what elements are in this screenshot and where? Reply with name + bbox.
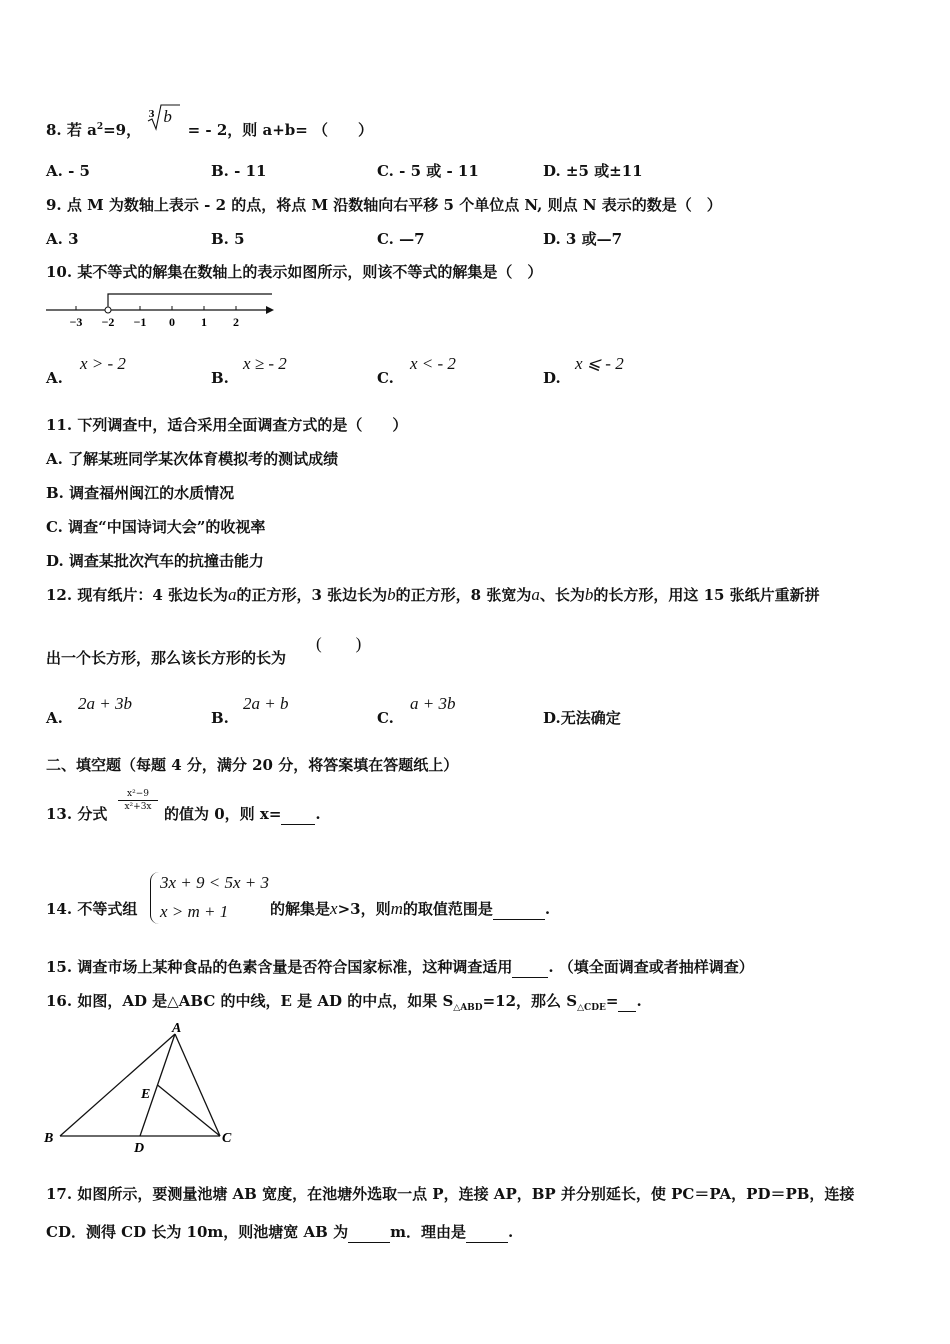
q14-var-m: m xyxy=(390,899,403,918)
q12-option-b-math: 2a + b xyxy=(243,694,289,713)
q13-suffix xyxy=(164,804,321,825)
q14-var-x: x xyxy=(330,899,338,918)
triangle-figure xyxy=(40,1018,240,1152)
q16-stem xyxy=(46,991,642,1018)
root-arg: b xyxy=(163,107,172,126)
q8-after: = - 2，则 a+b= （ ） xyxy=(187,121,374,139)
q11-option-b: B. 调查福州闽江的水质情况 xyxy=(46,484,235,502)
q12-part: 、长为 xyxy=(539,586,585,604)
solution-ray xyxy=(108,294,272,306)
q17-answer-blank-2[interactable] xyxy=(466,1222,508,1243)
q12-option-c-math: a + 3b xyxy=(410,694,456,713)
q12-var-b: b xyxy=(387,585,396,604)
q17-answer-blank-1[interactable] xyxy=(348,1222,390,1243)
q10-option-b-math: x ≥ - 2 xyxy=(243,354,287,373)
q17-text-b: m．理由是 xyxy=(390,1223,466,1241)
label-b: B xyxy=(44,1131,54,1146)
q8-stem xyxy=(46,107,374,140)
q12-part: 的正方形，8 张宽为 xyxy=(395,586,532,604)
q10-option-c-math: x < - 2 xyxy=(410,354,456,373)
q15-answer-blank[interactable] xyxy=(512,957,548,978)
axis-tick-label: 0 xyxy=(169,315,175,329)
q14-prefix: 14. 不等式组 xyxy=(46,900,138,918)
q14-system-line1: 3x + 9 < 5x + 3 xyxy=(160,873,270,892)
q8-sup: 2 xyxy=(96,122,104,132)
q13-denominator: x²+3x xyxy=(118,800,158,813)
axis-arrow-icon xyxy=(266,306,274,314)
q10-option-b-label: B. xyxy=(211,369,229,387)
q17-text-a: CD．测得 CD 长为 10m，则池塘宽 AB 为 xyxy=(46,1223,349,1241)
q12-part: 12. 现有纸片：4 张边长为 xyxy=(46,586,228,604)
q16-part: =12，那么 S xyxy=(482,992,578,1010)
axis-tick-label: −1 xyxy=(133,315,147,329)
section-title: 二、填空题（每题 4 分，满分 20 分，将答案填在答题纸上） xyxy=(46,756,459,774)
q15-end: . （填全面调查或者抽样调查） xyxy=(548,958,754,976)
q14-part: 的解集是 xyxy=(270,900,331,918)
q14-answer-blank[interactable] xyxy=(493,899,545,920)
q13-numerator: x²−9 xyxy=(127,789,149,799)
q12-var-b: b xyxy=(584,585,594,604)
cube-root xyxy=(146,107,182,135)
q8-mid: =9， xyxy=(103,121,142,139)
label-a: A xyxy=(172,1021,182,1036)
q10-option-d-math: x ⩽ - 2 xyxy=(575,354,624,373)
q16-sub-cde: △CDE xyxy=(577,1003,606,1013)
q12-stem-line2: 出一个长方形，那么该长方形的长为 xyxy=(46,649,287,667)
q17-stem-line2 xyxy=(46,1222,513,1243)
q10-option-d-label: D. xyxy=(543,369,561,387)
q14-part: 的取值范围是 xyxy=(402,900,493,918)
q13-suffix-text: 的值为 0，则 x= xyxy=(164,805,282,823)
q15-text: 15. 调查市场上某种食品的色素含量是否符合国家标准，这种调查适用 xyxy=(46,958,513,976)
q12-option-d-text: 无法确定 xyxy=(560,709,621,727)
q9-option-d: D. 3 或—7 xyxy=(543,230,623,248)
q12-part: 的正方形，3 张边长为 xyxy=(236,586,388,604)
q12-option-d-label: D. xyxy=(543,709,561,727)
q9-option-c: C. —7 xyxy=(377,230,425,248)
q12-stem-line1 xyxy=(46,585,820,605)
q8-option-b: B. - 11 xyxy=(211,162,267,180)
q12-option-a-math: 2a + 3b xyxy=(78,694,132,713)
q11-stem: 11. 下列调查中，适合采用全面调查方式的是（ ） xyxy=(46,416,408,434)
q12-part: 的长方形，用这 15 张纸片重新拼 xyxy=(593,586,820,604)
q11-option-c: C. 调查“中国诗词大会”的收视率 xyxy=(46,518,266,536)
q12-option-a-label: A. xyxy=(46,709,63,727)
q10-option-c-label: C. xyxy=(377,369,394,387)
q13-answer-blank[interactable] xyxy=(281,804,315,825)
q14-system-line2: x > m + 1 xyxy=(160,902,229,921)
open-point xyxy=(105,307,111,313)
q11-option-a: A. 了解某班同学某次体育模拟考的测试成绩 xyxy=(46,450,339,468)
q12-option-b-label: B. xyxy=(211,709,229,727)
q14-end: . xyxy=(544,900,551,918)
q9-option-b: B. 5 xyxy=(211,230,245,248)
label-c: C xyxy=(222,1131,232,1146)
axis-tick-label: 2 xyxy=(233,315,239,329)
q12-paren: ( ) xyxy=(316,634,362,653)
q10-stem: 10. 某不等式的解集在数轴上的表示如图所示，则该不等式的解集是（ ） xyxy=(46,263,543,281)
root-index: 3 xyxy=(148,110,155,120)
axis-tick-label: 1 xyxy=(201,315,207,329)
q9-option-a: A. 3 xyxy=(46,230,79,248)
q10-option-a-label: A. xyxy=(46,369,63,387)
q11-option-d: D. 调查某批次汽车的抗撞击能力 xyxy=(46,552,264,570)
q12-option-c-label: C. xyxy=(377,709,394,727)
q16-part: 16. 如图，AD 是△ABC 的中线，E 是 AD 的中点，如果 S xyxy=(46,992,454,1010)
q9-stem: 9. 点 M 为数轴上表示 - 2 的点，将点 M 沿数轴向右平移 5 个单位点 N, 则点 N 表示的数是（ ） xyxy=(46,196,722,214)
number-line-figure xyxy=(40,288,285,334)
q15-stem xyxy=(46,957,754,978)
q8-prefix: 8. 若 a xyxy=(46,121,97,139)
q13-end: . xyxy=(315,805,321,823)
label-d: D xyxy=(134,1141,145,1152)
q16-part: = xyxy=(605,992,619,1010)
axis-tick-label: −3 xyxy=(69,315,83,329)
q14-brace-icon xyxy=(150,872,159,924)
q8-option-a: A. - 5 xyxy=(46,162,90,180)
q14-part: >3，则 xyxy=(337,900,391,918)
q16-sub-abd: △ABD xyxy=(453,1003,483,1013)
q12-var-a: a xyxy=(227,585,237,604)
q13-fraction xyxy=(118,788,158,813)
side-ac xyxy=(175,1034,220,1136)
axis-tick-label: −2 xyxy=(101,315,115,329)
q8-option-d: D. ±5 或±11 xyxy=(543,162,643,180)
q10-option-a-math: x > - 2 xyxy=(80,354,126,373)
q12-var-a: a xyxy=(531,585,540,604)
q12-option-d xyxy=(543,708,621,728)
q17-end: . xyxy=(507,1223,514,1241)
q16-end: . xyxy=(636,992,642,1010)
q8-option-c: C. - 5 或 - 11 xyxy=(377,162,479,180)
q13-prefix: 13. 分式 xyxy=(46,805,108,823)
segment-ec xyxy=(158,1085,221,1136)
q14-suffix xyxy=(270,899,550,920)
q17-stem-line1: 17. 如图所示，要测量池塘 AB 宽度，在池塘外选取一点 P，连接 AP，BP 并分别延长，使 PC＝PA，PD＝PB，连接 xyxy=(46,1185,855,1203)
q16-answer-blank[interactable] xyxy=(618,991,636,1012)
label-e: E xyxy=(141,1087,151,1102)
